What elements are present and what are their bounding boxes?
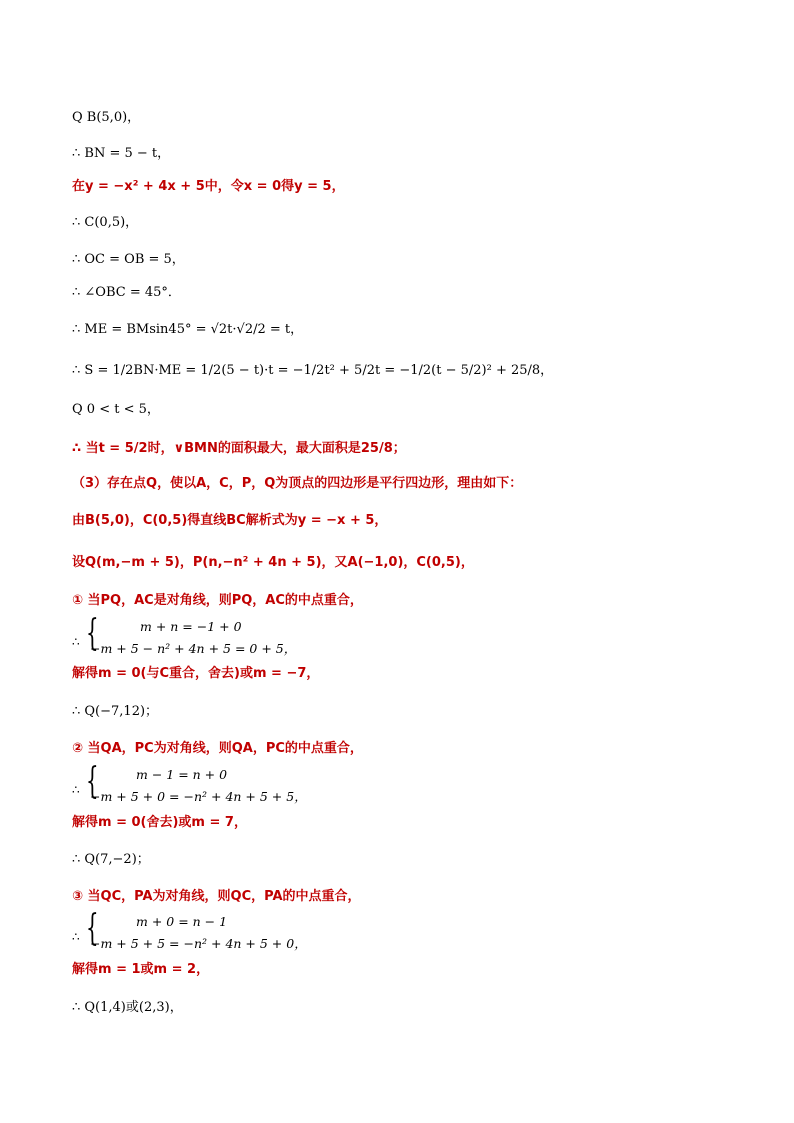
line-21: 解得m = 1或m = 2， bbox=[72, 962, 210, 977]
line-12: 由B(5,0)，C(0,5)得直线BC解析式为y = −x + 5， bbox=[72, 513, 388, 528]
line-7: ∴ ME = BMsin45° = √2t·√2/2 = t， bbox=[72, 322, 304, 337]
equation-system-3 bbox=[72, 908, 372, 954]
therefore-symbol: ∴ bbox=[72, 635, 80, 649]
line-20-case3: ③ 当QC，PA为对角线，则QC，PA的中点重合， bbox=[72, 889, 361, 904]
line-13: 设Q(m,−m + 5)，P(n,−n² + 4n + 5)，又A(−1,0)，C(0,5)， bbox=[72, 555, 474, 570]
line-11-part3-heading: （3）存在点Q，使以A，C，P，Q为顶点的四边形是平行四边形，理由如下： bbox=[72, 476, 523, 491]
line-10: ∴ 当t = 5/2时，∨BMN的面积最大，最大面积是25/8； bbox=[72, 441, 406, 456]
brace-icon: { bbox=[86, 761, 99, 802]
line-6: ∴ ∠OBC = 45°． bbox=[72, 285, 181, 300]
therefore-symbol: ∴ bbox=[72, 783, 80, 797]
system-3-row-1: m + 0 = n − 1 bbox=[136, 914, 228, 929]
system-3-row-2: −m + 5 + 5 = −n² + 4n + 5 + 0， bbox=[90, 936, 307, 951]
line-18: 解得m = 0(舍去)或m = 7， bbox=[72, 815, 247, 830]
line-14-case1: ① 当PQ，AC是对角线，则PQ，AC的中点重合， bbox=[72, 593, 363, 608]
system-1-row-1: m + n = −1 + 0 bbox=[140, 619, 242, 634]
line-1: Q B(5,0)， bbox=[72, 110, 141, 125]
line-17-case2: ② 当QA，PC为对角线，则QA，PC的中点重合， bbox=[72, 741, 363, 756]
system-2-row-1: m − 1 = n + 0 bbox=[136, 767, 228, 782]
system-1-row-2: −m + 5 − n² + 4n + 5 = 0 + 5， bbox=[90, 641, 297, 656]
therefore-symbol: ∴ bbox=[72, 930, 80, 944]
brace-icon: { bbox=[86, 908, 99, 949]
system-2-row-2: −m + 5 + 0 = −n² + 4n + 5 + 5， bbox=[90, 789, 307, 804]
line-9: Q 0 < t < 5， bbox=[72, 402, 160, 417]
brace-icon: { bbox=[86, 613, 99, 654]
line-5: ∴ OC = OB = 5， bbox=[72, 252, 185, 267]
line-4: ∴ C(0,5)， bbox=[72, 215, 139, 230]
line-19: ∴ Q(7,−2)； bbox=[72, 852, 150, 867]
line-16: ∴ Q(−7,12)； bbox=[72, 704, 159, 719]
line-22: ∴ Q(1,4)或(2,3)， bbox=[72, 1000, 183, 1015]
line-2: ∴ BN = 5 − t， bbox=[72, 146, 171, 161]
equation-system-2 bbox=[72, 761, 372, 807]
line-3: 在y = −x² + 4x + 5中，令x = 0得y = 5， bbox=[72, 179, 345, 194]
equation-system-1 bbox=[72, 613, 372, 659]
line-8: ∴ S = 1/2BN·ME = 1/2(5 − t)·t = −1/2t² + 5/2t = −1/2(t − 5/2)² + 25/8， bbox=[72, 363, 554, 378]
line-15: 解得m = 0(与C重合，舍去)或m = −7， bbox=[72, 666, 320, 681]
